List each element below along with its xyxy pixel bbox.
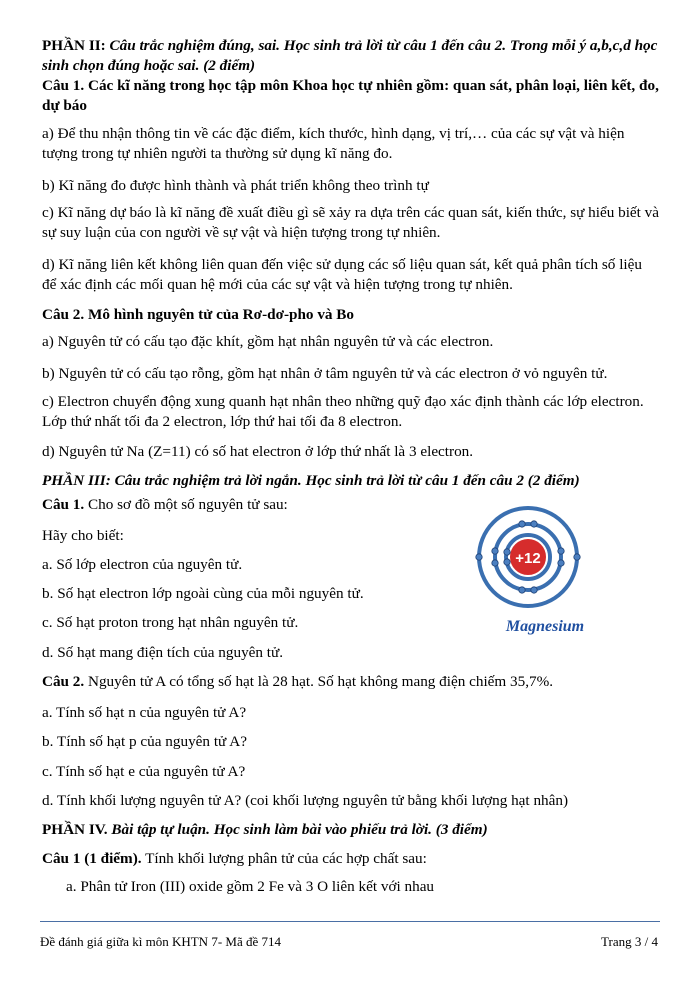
part4-heading: PHẦN IV. Bài tập tự luận. Học sinh làm bài vào phiếu trả lời. (3 điểm) bbox=[42, 821, 488, 838]
nucleus-charge: +12 bbox=[515, 550, 541, 567]
part3-q2-item-a: a. Tính số hạt n của nguyên tử A? bbox=[42, 704, 247, 721]
part3-q2-item-b: b. Tính số hạt p của nguyên tử A? bbox=[42, 733, 247, 750]
part3-heading: PHẦN III: Câu trắc nghiệm trả lời ngắn. Học sinh trả lời từ câu 1 đến câu 2 (2 điểm) bbox=[42, 472, 580, 489]
part2-q1-item-b: b) Kĩ năng đo được hình thành và phát triển không theo trình tự bbox=[42, 177, 429, 194]
electron bbox=[574, 554, 580, 560]
electron bbox=[519, 587, 525, 593]
magnesium-atom-diagram bbox=[466, 506, 606, 640]
part3-q1-item-a: a. Số lớp electron của nguyên tử. bbox=[42, 556, 243, 573]
electron bbox=[519, 521, 525, 527]
part3-q2-item-d: d. Tính khối lượng nguyên tử A? (coi khối lượng nguyên tử bằng khối lượng hạt nhân) bbox=[42, 792, 569, 809]
electron bbox=[504, 549, 510, 555]
electron bbox=[558, 560, 564, 566]
part2-q1-item-c: c) Kĩ năng dự báo là kĩ năng đề xuất điều gì sẽ xảy ra dựa trên các quan sát, kiến thức, sự hiểu biết và sự suy luận của con người về sự vật và hiện tượng trong tự nhiên. bbox=[42, 204, 660, 241]
atom-shells-svg bbox=[466, 506, 606, 618]
part3-q1: Câu 1. Cho sơ đồ một số nguyên tử sau: bbox=[42, 496, 288, 513]
electron bbox=[504, 559, 510, 565]
footer-divider bbox=[40, 921, 660, 922]
part2-q2-item-d: d) Nguyên tử Na (Z=11) có số hat electron ở lớp thứ nhất là 3 electron. bbox=[42, 443, 474, 460]
part2-q1-item-d: d) Kĩ năng liên kết không liên quan đến việc sử dụng các số liệu quan sát, kết quả phân tích số liệu để xác định các mối quan hệ mới của các sự vật và hiện tượng trong tự nhiên. bbox=[42, 256, 642, 293]
part2-heading: PHẦN II: Câu trắc nghiệm đúng, sai. Học sinh trả lời từ câu 1 đến câu 2. Trong mỗi ý a,b,c,d học sinh chọn đúng hoặc sai. (2 điểm) bbox=[42, 37, 658, 74]
part3-ask: Hãy cho biết: bbox=[42, 527, 124, 544]
part4-q1-item-a: a. Phân tử Iron (III) oxide gồm 2 Fe và 3 O liên kết với nhau bbox=[66, 878, 435, 895]
electron bbox=[531, 521, 537, 527]
part3-q1-item-c: c. Số hạt proton trong hạt nhân nguyên tử. bbox=[42, 614, 299, 631]
part2-q2-title: Câu 2. Mô hình nguyên tử của Rơ-dơ-pho và Bo bbox=[42, 306, 355, 323]
part2-q2-item-c: c) Electron chuyển động xung quanh hạt nhân theo những quỹ đạo xác định thành các lớp electron. Lớp thứ nhất tối đa 2 electron, lớp thứ hai tối đa 8 electron. bbox=[42, 393, 644, 430]
electron bbox=[558, 548, 564, 554]
part3-q1-item-b: b. Số hạt electron lớp ngoài cùng của mỗi nguyên tử. bbox=[42, 585, 364, 602]
part3-q1-item-d: d. Số hạt mang điện tích của nguyên tử. bbox=[42, 644, 284, 661]
electron bbox=[531, 587, 537, 593]
electron bbox=[492, 548, 498, 554]
footer-left: Đề đánh giá giữa kì môn KHTN 7- Mã đề 714 bbox=[40, 934, 281, 949]
part4-q1: Câu 1 (1 điểm). Tính khối lượng phân tử của các hợp chất sau: bbox=[42, 850, 427, 867]
part3-q2: Câu 2. Nguyên tử A có tổng số hạt là 28 hạt. Số hạt không mang điện chiếm 35,7%. bbox=[42, 673, 554, 690]
electron bbox=[492, 560, 498, 566]
electron bbox=[476, 554, 482, 560]
part2-q2-item-b: b) Nguyên tử có cấu tạo rỗng, gồm hạt nhân ở tâm nguyên tử và các electron ở vỏ nguyên tử. bbox=[42, 365, 608, 382]
footer-page-number: Trang 3 / 4 bbox=[601, 934, 658, 949]
part3-q2-item-c: c. Tính số hạt e của nguyên tử A? bbox=[42, 763, 246, 780]
part2-q1-item-a: a) Để thu nhận thông tin về các đặc điểm, kích thước, hình dạng, vị trí,… của các sự vật và hiện tượng trong tự nhiên người ta thường sử dụng kĩ năng đo. bbox=[42, 125, 625, 162]
atom-name-label: Magnesium bbox=[505, 618, 585, 635]
part2-q2-item-a: a) Nguyên tử có cấu tạo đặc khít, gồm hạt nhân nguyên tử và các electron. bbox=[42, 333, 494, 350]
part2-q1-title: Câu 1. Các kĩ năng trong học tập môn Khoa học tự nhiên gồm: quan sát, phân loại, liên kết, đo, dự báo bbox=[42, 77, 659, 114]
